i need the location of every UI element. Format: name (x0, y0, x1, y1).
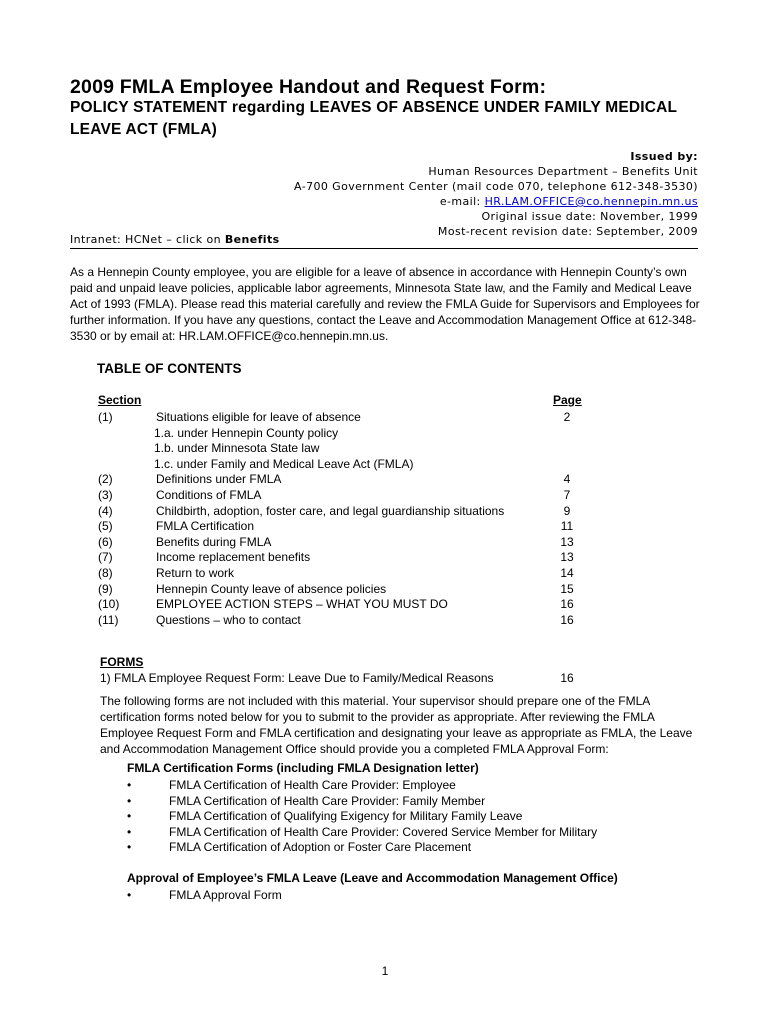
toc-title: TABLE OF CONTENTS (97, 361, 242, 376)
toc-row-number: (9) (98, 581, 113, 596)
issued-by-heading: Issued by: (630, 150, 698, 163)
horizontal-rule (70, 248, 698, 249)
toc-row (98, 565, 598, 581)
toc-row (98, 534, 598, 550)
toc-row-label: Return to work (156, 566, 235, 580)
toc-row-number: (10) (98, 597, 120, 612)
forms-item-page: 16 (560, 671, 574, 685)
toc-row (98, 581, 598, 597)
bullet-item (127, 808, 687, 824)
toc-row-number: (8) (98, 566, 113, 580)
toc-row-number: (4) (98, 503, 113, 518)
bullet-icon: • (127, 809, 132, 824)
toc-row-number: (5) (98, 519, 113, 534)
bullet-icon: • (127, 824, 132, 839)
toc-row-label: 1.c. under Family and Medical Leave Act (FMLA) (154, 456, 414, 471)
toc-row-page: 9 (563, 503, 571, 518)
toc-row (98, 518, 598, 534)
bullet-text: FMLA Certification of Health Care Provider: Covered Service Member for Military (169, 824, 598, 839)
issued-by-department: Human Resources Department – Benefits Unit (428, 165, 698, 178)
bullet-text: FMLA Certification of Health Care Provider: Family Member (169, 793, 486, 808)
issued-by-block (294, 149, 698, 239)
approval-header: Approval of Employee’s FMLA Leave (Leave and Accommodation Management Office) (127, 871, 618, 885)
toc-row-page: 14 (560, 566, 574, 580)
toc-row (98, 456, 598, 472)
bullet-icon: • (127, 778, 132, 792)
intranet-line (70, 233, 280, 246)
bullet-item (127, 824, 687, 840)
toc-section-header: Section (98, 393, 142, 407)
forms-header: FORMS (100, 655, 144, 669)
toc-row-page: 13 (560, 534, 574, 549)
forms-item-label: 1) FMLA Employee Request Form: Leave Due to Family/Medical Reasons (100, 671, 494, 685)
toc-row-label: EMPLOYEE ACTION STEPS – WHAT YOU MUST DO (156, 597, 448, 612)
toc-row-page: 11 (560, 519, 574, 534)
certification-forms-header: FMLA Certification Forms (including FMLA Designation letter) (127, 761, 479, 775)
toc-row-label: Questions – who to contact (156, 612, 301, 627)
forms-paragraph: The following forms are not included with this material. Your supervisor should prepare one of the FMLA certification forms noted below for you to submit to the provider as appropriate. After reviewing the FMLA Employee Request Form and FMLA certification and designating your leave as appropriate as FMLA, the Leave and Accommodation Management Office should provide you a completed FMLA Approval Form: (100, 694, 693, 756)
intranet-benefits-link: Benefits (224, 233, 280, 246)
issued-by-email-line (294, 194, 698, 209)
revision-date: Most-recent revision date: September, 2009 (437, 225, 698, 238)
bullet-icon: • (127, 888, 132, 902)
toc-row (98, 425, 598, 441)
toc-row (98, 471, 598, 487)
bullet-text: FMLA Certification of Adoption or Foster Care Placement (169, 840, 472, 855)
bullet-item (127, 887, 687, 903)
issued-by-address: A-700 Government Center (mail code 070, telephone 612-348-3530) (294, 180, 698, 193)
toc-row-number: (1) (98, 410, 113, 424)
toc-row-label: Conditions of FMLA (156, 488, 262, 502)
bullet-icon: • (127, 840, 132, 855)
bullet-item (127, 839, 687, 855)
toc-row-label: Hennepin County leave of absence policies (156, 581, 387, 596)
toc-row-label: Situations eligible for leave of absence (156, 410, 361, 424)
bullet-text: FMLA Certification of Health Care Provider: Employee (169, 778, 456, 792)
intranet-prefix: Intranet: HCNet – click on (70, 233, 225, 246)
toc-row-label: 1.a. under Hennepin County policy (154, 425, 339, 440)
original-issue-date: Original issue date: November, 1999 (481, 210, 698, 223)
document-title: 2009 FMLA Employee Handout and Request Form: (70, 76, 547, 98)
toc-row-label: 1.b. under Minnesota State law (154, 441, 320, 456)
bullet-icon: • (127, 793, 132, 808)
toc-row-label: Benefits during FMLA (156, 534, 272, 549)
forms-item (100, 670, 600, 686)
toc-row-label: Income replacement benefits (156, 550, 311, 565)
document-subtitle: POLICY STATEMENT regarding LEAVES OF ABSENCE UNDER FAMILY MEDICAL LEAVE ACT (FMLA) (70, 99, 677, 138)
toc-row-page: 2 (563, 410, 571, 424)
intro-paragraph: As a Hennepin County employee, you are eligible for a leave of absence in accordance with Hennepin County’s own paid and unpaid leave policies, applicable labor agreements, Minnesota State law, and the Family and Medical Leave Act of 1993 (FMLA). Please read this material carefully and review the FMLA Guide for Supervisors and Employees for further information. If you have any questions, contact the Leave and Accommodation Management Office at 612-348-3530 or by email at: HR.LAM.OFFICE@co.hennepin.mn.us. (70, 265, 700, 343)
toc-row-label: Definitions under FMLA (156, 472, 282, 487)
toc-row (98, 487, 598, 503)
toc-row (98, 503, 598, 519)
toc-row-number: (2) (98, 472, 113, 487)
toc-row (98, 440, 598, 456)
toc-row-page: 15 (560, 581, 574, 596)
bullet-text: FMLA Certification of Qualifying Exigency for Military Family Leave (169, 809, 523, 824)
bullet-item (127, 777, 687, 793)
toc-row-page: 16 (560, 597, 574, 612)
toc-row-label: Childbirth, adoption, foster care, and legal guardianship situations (156, 503, 505, 518)
toc-row-page: 13 (560, 550, 574, 565)
toc-row-label: FMLA Certification (156, 519, 255, 534)
toc-row-number: (6) (98, 534, 113, 549)
toc-row-number: (7) (98, 550, 113, 565)
page-number: 1 (381, 964, 389, 978)
toc-page-header: Page (553, 393, 582, 407)
toc-row-page: 16 (560, 612, 574, 627)
toc-row-number: (11) (98, 612, 119, 627)
toc-row (98, 549, 598, 565)
toc-row-page: 4 (563, 472, 571, 487)
bullet-text: FMLA Approval Form (169, 888, 282, 902)
toc-row (98, 612, 598, 628)
toc-row (98, 409, 598, 425)
email-link[interactable]: HR.LAM.OFFICE@co.hennepin.mn.us (484, 195, 698, 208)
toc-row-page: 7 (563, 488, 571, 502)
toc-row-number: (3) (98, 488, 113, 502)
toc-row (98, 596, 598, 612)
email-prefix: e-mail: (439, 195, 481, 208)
bullet-item (127, 793, 687, 809)
